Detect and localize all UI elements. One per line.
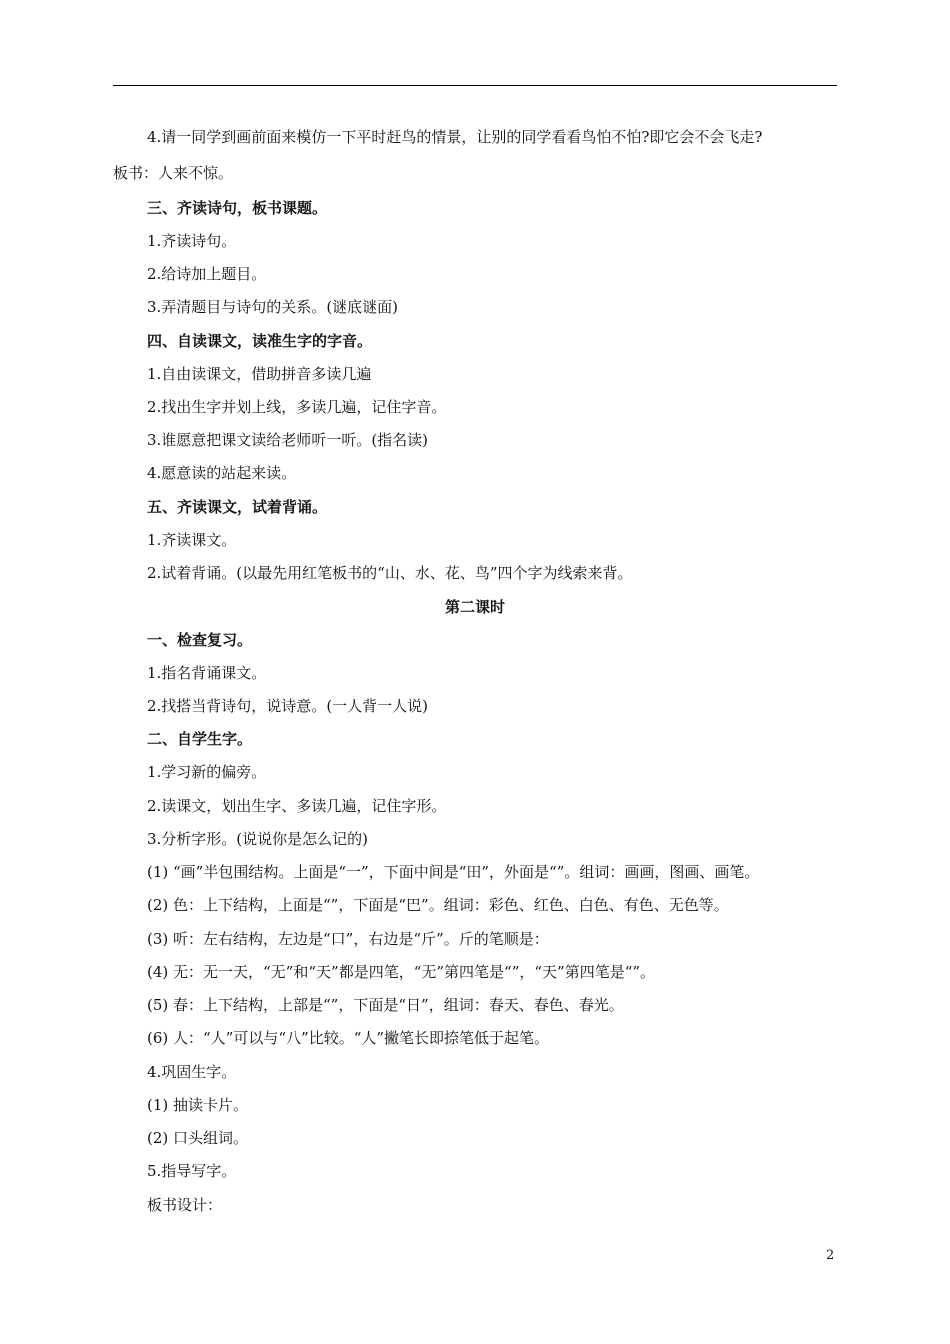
- paragraph-line: 3.弄清题目与诗句的关系。(谜底谜面): [147, 298, 399, 316]
- section-heading: 五、齐读课文，试着背诵。: [147, 498, 328, 516]
- paragraph-line: 2.给诗加上题目。: [147, 265, 267, 283]
- paragraph-line: 板书设计：: [147, 1196, 223, 1214]
- lesson-title: 第二课时: [444, 598, 505, 616]
- header-rule: [113, 85, 837, 86]
- paragraph-line: 1.自由读课文，借助拼音多读几遍: [147, 365, 372, 383]
- paragraph-line: 板书：人来不惊。: [113, 164, 234, 182]
- paragraph-line: 1.指名背诵课文。: [147, 664, 267, 682]
- section-heading: 一、检查复习。: [147, 631, 253, 649]
- paragraph-line: (5) 春：上下结构，上部是“”，下面是“日”，组词：春天、春色、春光。: [147, 996, 624, 1014]
- paragraph-line: 5.指导写字。: [147, 1162, 237, 1180]
- paragraph-line: 4.巩固生字。: [147, 1063, 237, 1081]
- section-heading: 四、自读课文，读准生字的字音。: [147, 332, 373, 350]
- section-heading: 二、自学生字。: [147, 730, 253, 748]
- section-heading: 三、齐读诗句，板书课题。: [147, 199, 328, 217]
- paragraph-line: 2.读课文，划出生字、多读几遍，记住字形。: [147, 797, 447, 815]
- page-number: 2: [826, 1248, 835, 1263]
- paragraph-line: (2) 色：上下结构，上面是“”，下面是“巴”。组词：彩色、红色、白色、有色、无色等。: [147, 896, 729, 914]
- paragraph-line: 3.谁愿意把课文读给老师听一听。(指名读): [147, 431, 429, 449]
- paragraph-line: (2) 口头组词。: [147, 1129, 249, 1147]
- paragraph-line: 1.齐读诗句。: [147, 232, 237, 250]
- paragraph-line: 2.找出生字并划上线，多读几遍，记住字音。: [147, 398, 447, 416]
- paragraph-line: (3) 听：左右结构，左边是“口”，右边是“斤”。斤的笔顺是：: [147, 930, 549, 948]
- paragraph-line: 1.齐读课文。: [147, 531, 237, 549]
- paragraph-line: (1) “画”半包围结构。上面是“一”，下面中间是“田”，外面是“”。组词：画画，图画、画笔。: [147, 863, 760, 881]
- paragraph-line: (1) 抽读卡片。: [147, 1096, 249, 1114]
- paragraph-line: 2.试着背诵。(以最先用红笔板书的“山、水、花、鸟”四个字为线索来背。: [147, 564, 633, 582]
- paragraph-line: 1.学习新的偏旁。: [147, 763, 267, 781]
- paragraph-line: 4.愿意读的站起来读。: [147, 464, 297, 482]
- paragraph-line: 3.分析字形。(说说你是怎么记的): [147, 830, 369, 848]
- paragraph-line: 2.找搭当背诗句，说诗意。(一人背一人说): [147, 697, 429, 715]
- paragraph-line: (4) 无：无一天，“无”和“天”都是四笔，“无”第四笔是“”，“天”第四笔是“”。: [147, 963, 656, 981]
- paragraph-line: 4.请一同学到画前面来模仿一下平时赶鸟的情景，让别的同学看看鸟怕不怕?即它会不会飞走?: [147, 128, 763, 146]
- paragraph-line: (6) 人：“人”可以与“八”比较。“人”撇笔长即捺笔低于起笔。: [147, 1029, 550, 1047]
